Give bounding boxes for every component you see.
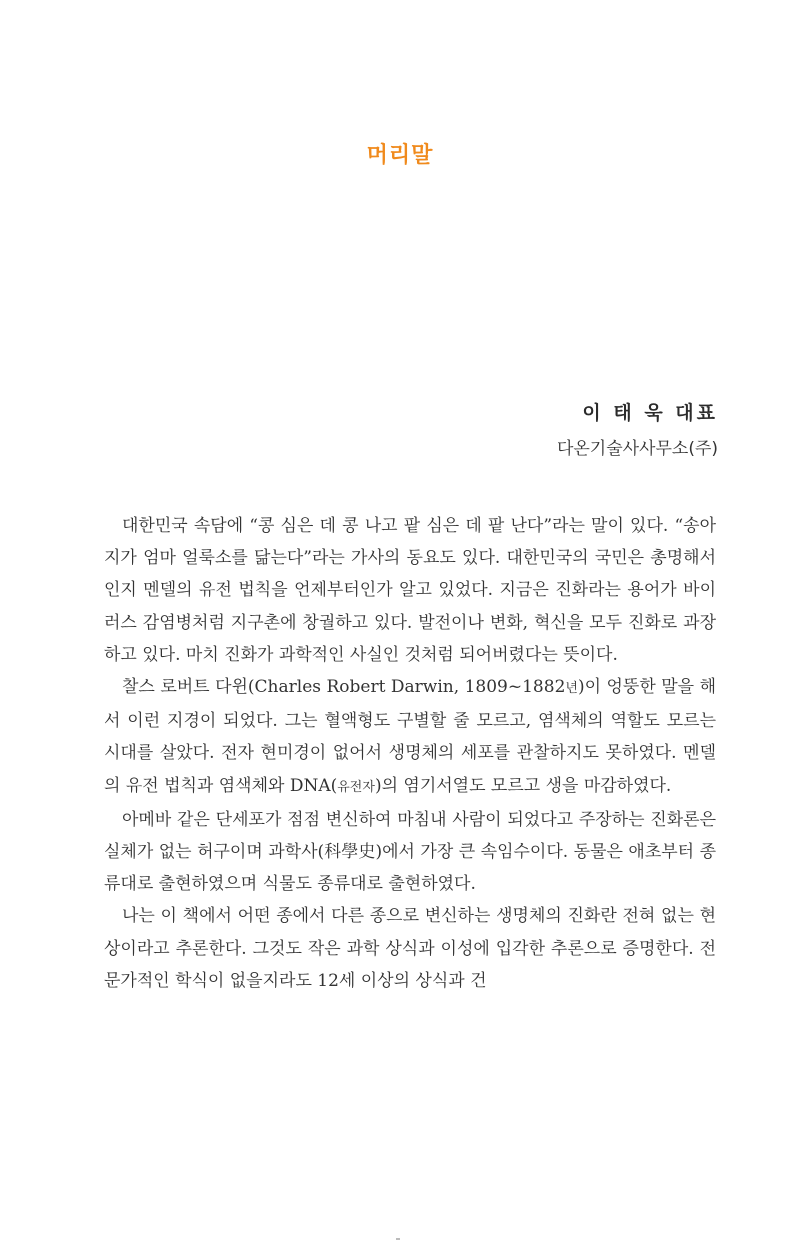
- paragraph-1-text: 대한민국 속담에 “콩 심은 데 콩 나고 팥 심은 데 팥 난다”라는 말이 있다. “송아지가 엄마 얼룩소를 닮는다”라는 가사의 동요도 있다. 대한민국의 국민은 총명해서인지 멘델의 유전 법칙을 언제부터인가 알고 있었다. 지금은 진화라는 용어가 바이러스 감염병처럼 지구촌에 창궐하고 있다. 발전이나 변화, 혁신을 모두 진화로 과장하고 있다. 마치 진화가 과학적인 사실인 것처럼 되어버렸다는 뜻이다.: [104, 516, 716, 665]
- paragraph-2-text-b: )이 엉뚱한 말을 해서 이런 지경이 되었다. 그는 혈액형도 구별할 줄 모르고, 염색체의 역할도 모르는 시대를 살았다. 전자 현미경이 없어서 생명체의 세포를 관찰하지도 못하였다. 멘델의 유전 법칙과 염색체와 DNA(: [104, 677, 716, 796]
- author-block: [557, 398, 718, 464]
- author-name: 이 태 욱 대표: [582, 402, 718, 424]
- paragraph-2-small-a: 년: [565, 681, 578, 697]
- paragraph-4: [104, 900, 716, 997]
- paragraph-2: [104, 671, 716, 804]
- paragraph-2-small-b: 유전자: [337, 779, 375, 795]
- paragraph-2-text-c: )의 염기서열도 모르고 생을 마감하였다.: [374, 775, 672, 796]
- paragraph-3: [104, 804, 716, 901]
- paragraph-2-text-a: 찰스 로버트 다윈(Charles Robert Darwin, 1809~1882: [122, 677, 566, 698]
- preface-body: [104, 510, 716, 997]
- page-title: 머리말: [366, 143, 434, 168]
- page-mark: [396, 1238, 400, 1240]
- paragraph-1: [104, 510, 716, 671]
- author-organization: 다온기술사사무소(주): [556, 439, 718, 459]
- paragraph-4-text: 나는 이 책에서 어떤 종에서 다른 종으로 변신하는 생명체의 진화란 전혀 없는 현상이라고 추론한다. 그것도 작은 과학 상식과 이성에 입각한 추론으로 증명한다. 전문가적인 학식이 없을지라도 12세 이상의 상식과 건: [104, 906, 716, 991]
- paragraph-3-text: 아메바 같은 단세포가 점점 변신하여 마침내 사람이 되었다고 주장하는 진화론은 실체가 없는 허구이며 과학사(科學史)에서 가장 큰 속임수이다. 동물은 애초부터 종류대로 출현하였으며 식물도 종류대로 출현하였다.: [104, 809, 716, 895]
